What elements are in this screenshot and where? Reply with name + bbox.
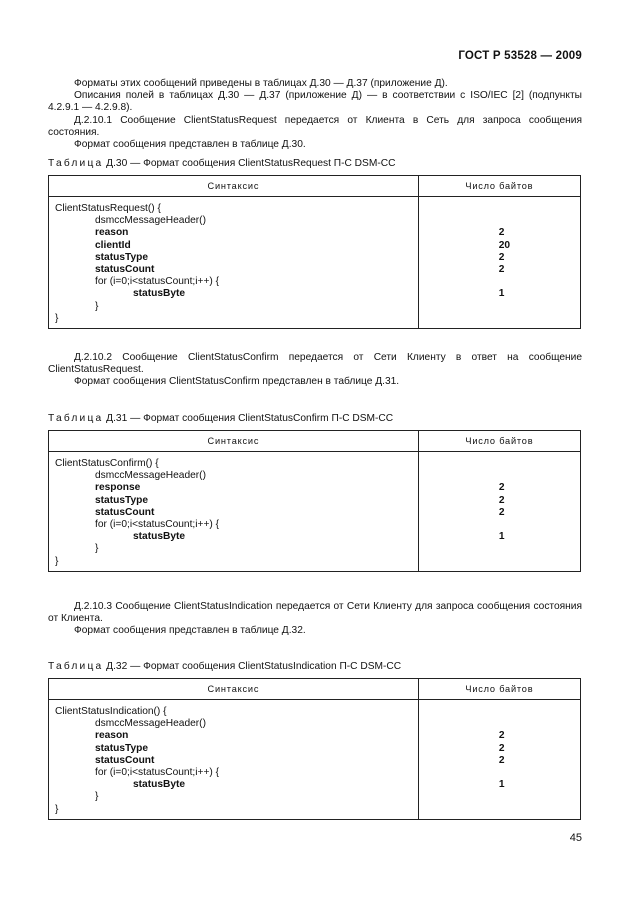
intro-paragraph-4: Формат сообщения представлен в таблице Д.30. xyxy=(74,139,306,151)
code-field: reason xyxy=(95,227,129,239)
byte-value: 2 xyxy=(498,742,505,754)
byte-value: 2 xyxy=(498,754,505,766)
section-3-paragraph-2: Формат сообщения представлен в таблице Д.32. xyxy=(74,625,306,637)
code-line: for (i=0;i<statusCount;i++) { xyxy=(95,276,220,288)
syntax-cell xyxy=(49,197,419,329)
bytes-cell xyxy=(418,452,580,572)
syntax-cell xyxy=(49,452,419,572)
table-d31 xyxy=(48,430,581,572)
syntax-cell xyxy=(49,700,419,820)
table-d30 xyxy=(48,175,581,329)
code-field: statusType xyxy=(95,742,149,754)
code-field: statusCount xyxy=(95,263,155,275)
code-line: ClientStatusConfirm() { xyxy=(55,458,159,469)
section-2-paragraph-2: Формат сообщения ClientStatusConfirm представлен в таблице Д.31. xyxy=(74,376,400,388)
byte-value xyxy=(419,301,580,313)
code-field: statusCount xyxy=(95,754,155,766)
page-number: 45 xyxy=(569,832,582,844)
byte-value xyxy=(419,718,580,730)
code-line: for (i=0;i<statusCount;i++) { xyxy=(95,766,220,778)
code-field: reason xyxy=(95,730,129,742)
code-field: statusByte xyxy=(133,531,186,543)
code-field: statusByte xyxy=(133,779,186,791)
byte-value xyxy=(419,543,580,555)
column-header-bytes: Число байтов xyxy=(418,176,580,197)
code-line: } xyxy=(95,791,99,803)
code-field: clientId xyxy=(95,239,131,251)
section-d2-10-3 xyxy=(48,601,582,638)
byte-value: 1 xyxy=(498,288,505,300)
byte-value xyxy=(419,276,580,288)
column-header-bytes: Число байтов xyxy=(418,431,580,452)
code-line: dsmccMessageHeader() xyxy=(95,470,206,482)
byte-value xyxy=(419,706,580,718)
byte-value: 2 xyxy=(498,482,505,494)
section-d2-10-2 xyxy=(48,352,582,389)
byte-value xyxy=(419,791,580,803)
code-field: statusCount xyxy=(95,506,155,518)
code-line: ClientStatusRequest() { xyxy=(55,203,161,214)
code-field: response xyxy=(95,482,141,494)
byte-value xyxy=(419,458,580,470)
code-field: statusByte xyxy=(133,288,186,300)
caption-text: Д.31 — Формат сообщения ClientStatusConfirm П-С DSM-CC xyxy=(103,413,394,424)
table-caption-d31 xyxy=(48,413,393,425)
column-header-bytes: Число байтов xyxy=(418,679,580,700)
table-caption-d32 xyxy=(48,661,401,673)
intro-paragraph-2: Описания полей в таблицах Д.30 — Д.37 (приложение Д) — в соответствии с ISO/IEC [2] (подпункты 4.2.9.1 — 4.2.9.8). xyxy=(48,90,582,114)
byte-value xyxy=(419,215,580,227)
byte-value xyxy=(419,556,580,568)
code-line: ClientStatusIndication() { xyxy=(55,706,167,717)
byte-value xyxy=(419,313,580,325)
byte-value: 20 xyxy=(498,239,511,251)
code-line: } xyxy=(55,803,59,815)
code-line: dsmccMessageHeader() xyxy=(95,215,206,227)
byte-value: 2 xyxy=(498,494,505,506)
caption-word: Таблица xyxy=(48,661,104,672)
code-line: for (i=0;i<statusCount;i++) { xyxy=(95,518,220,530)
code-line: } xyxy=(55,555,59,567)
code-field: statusType xyxy=(95,251,149,263)
table-caption-d30 xyxy=(48,158,395,170)
bytes-cell xyxy=(418,700,580,820)
caption-word: Таблица xyxy=(48,413,104,424)
byte-value: 2 xyxy=(498,506,505,518)
byte-value xyxy=(419,203,580,215)
caption-text: Д.32 — Формат сообщения ClientStatusIndication П-С DSM-CC xyxy=(103,661,402,672)
intro-paragraph-1: Форматы этих сообщений приведены в таблицах Д.30 — Д.37 (приложение Д). xyxy=(74,78,448,89)
code-line: dsmccMessageHeader() xyxy=(95,718,206,730)
byte-value: 2 xyxy=(498,730,505,742)
byte-value: 1 xyxy=(498,531,505,543)
byte-value xyxy=(419,804,580,816)
byte-value xyxy=(419,767,580,779)
column-header-syntax: Синтаксис xyxy=(49,431,419,452)
caption-text: Д.30 — Формат сообщения ClientStatusRequest П-С DSM-CC xyxy=(103,158,396,169)
intro-text xyxy=(48,78,582,151)
byte-value: 1 xyxy=(498,779,505,791)
byte-value xyxy=(419,470,580,482)
code-line: } xyxy=(95,300,99,312)
byte-value xyxy=(419,519,580,531)
table-d32 xyxy=(48,678,581,820)
code-field: statusType xyxy=(95,494,149,506)
byte-value: 2 xyxy=(498,251,505,263)
document-header: ГОСТ Р 53528 — 2009 xyxy=(458,50,582,62)
code-line: } xyxy=(95,543,99,555)
byte-value: 2 xyxy=(498,263,505,275)
bytes-cell xyxy=(418,197,580,329)
byte-value: 2 xyxy=(498,227,505,239)
section-3-paragraph-1: Д.2.10.3 Сообщение ClientStatusIndication передается от Сети Клиенту для запроса сообщения состояния от Клиента. xyxy=(48,601,582,625)
caption-word: Таблица xyxy=(48,158,104,169)
column-header-syntax: Синтаксис xyxy=(49,679,419,700)
intro-paragraph-3: Д.2.10.1 Сообщение ClientStatusRequest передается от Клиента в Сеть для запроса сообщения состояния. xyxy=(48,114,582,138)
section-2-paragraph-1: Д.2.10.2 Сообщение ClientStatusConfirm передается от Сети Клиенту в ответ на сообщение ClientStatusRequest. xyxy=(48,352,582,376)
column-header-syntax: Синтаксис xyxy=(49,176,419,197)
code-line: } xyxy=(55,312,59,324)
